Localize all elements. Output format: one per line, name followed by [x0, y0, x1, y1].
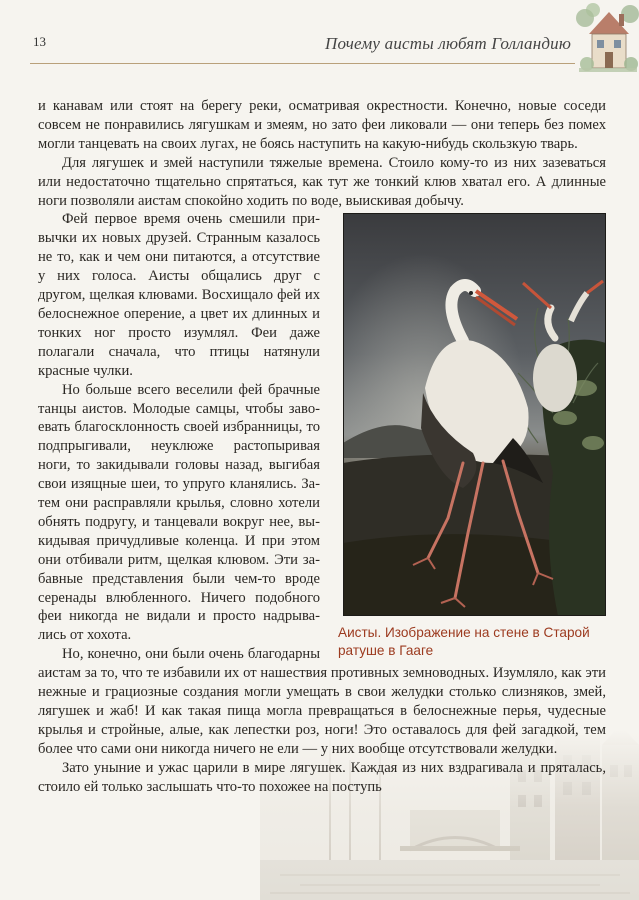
figure: [338, 210, 606, 659]
paragraph: Зато уныние и ужас царили в мире лягушек. Каждая из них вздрагивала и пряталась, стоило ей только заслышать что-то похожее на поступь: [38, 759, 606, 795]
paragraph: Фей первое время очень смешили привычки их новых друзей. Странным казалось не то, как и чем они питаются, а отсутствие у них голоса. Аисты общались друг с другом, щелкая клювами. Восхищало фей их белоснежное оперение, а цвет их длинных и тонких ног просто изумлял. Феи даже полагали сначала, что птицы натянули красные чулки.: [38, 211, 320, 379]
figure-caption: Аисты. Изображение на стене в Старой ратуше в Гааге: [338, 625, 590, 659]
paragraph: и канавам или стоят на берегу реки, осматривая окрестности. Конечно, новые соседи совсем не понравились лягушкам и змеям, но зато феи ликовали — они теперь без помех могли танцевать на своих лугах, не боясь наступить на какую-нибудь скользкую тварь.: [38, 98, 606, 152]
body-text: [38, 97, 606, 797]
running-title: Почему аисты любят Голландию: [325, 34, 572, 53]
paragraph: Но больше всего веселили фей брачные танцы аистов. Молодые самцы, чтобы завоевать благосклонность своей избранницы, то подпрыгивали, неуклюже растопыривая ноги, то закидывали головы назад, выгибая свои изящные шеи, то упруго кланялись. Затем они расправляли крылья, словно хотели обнять подругу, и танцевали вокруг нее, выкидывая причудливые коленца. И при этом они отбивали ритм, щелкая клювом. Эти забавные представления были чем-то вроде серенады влюбленного. Ничего подобного феи никогда не видали и просто надрывались от хохота.: [38, 381, 320, 644]
paragraph: Для лягушек и змей наступили тяжелые времена. Стоило кому-то из них зазеваться или недостаточно тщательно спрятаться, как тут же тонкий клюв хватал его. А длинные ноги позволяли аистам спокойно ходить по воде, выискивая добычу.: [38, 154, 606, 209]
storks-painting: [343, 213, 606, 616]
header-rule: [30, 63, 581, 64]
paragraph: Но, конечно, они были очень благодарны аистам за то, что те избавили их от нашествия противных земноводных. Изумляло, как эти нежные и грациозные создания могли умещать в свои желудки столько слизняков, змей, лягушек и жаб! И как такая пища могла превращаться в белоснежные перья, чудесные крылья и стройные, алые, как лепестки роз, ноги! Это оставалось для фей загадкой, тем более что сами они никогда ничего не ели — у них вообще отсутствовали желудки.: [38, 646, 606, 757]
page-number: 13: [33, 34, 46, 49]
house-vignette: [575, 0, 639, 78]
